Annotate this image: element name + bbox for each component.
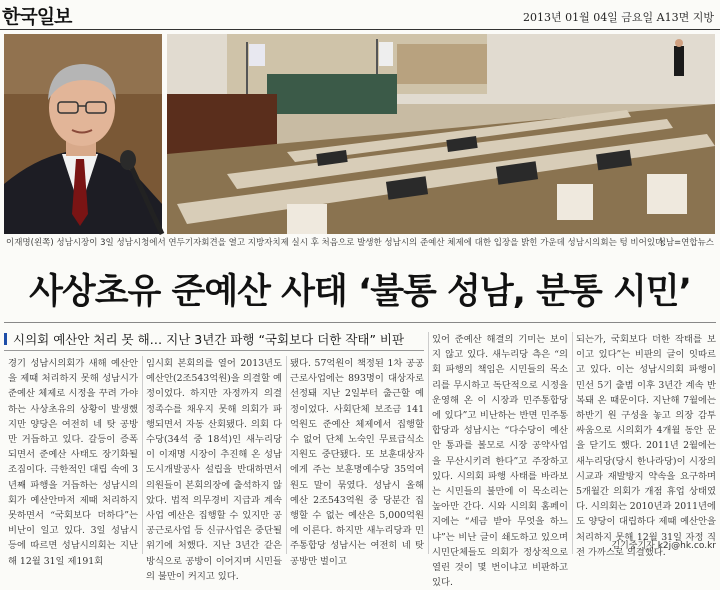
article-column: 되는가, 국회보다 더한 작태를 보이고 있다”는 비판의 글이 잇따르고 있다. 이는 성남시의회 파행이 민선 5기 출범 이후 3년간 계속 반복돼 온 때문이다. 지난해 7월에는 하반기 원 구성을 놓고 의장 감투 싸움으로 시의회가 4개월 동안 문을 닫기도 했다. 2011년 2월에는 새누리당(당시 한나라당)이 시장의 시교과 재발방지 약속을 요구하며 5개월간 의회가 개점 휴업 상태였다. 시의회는 2010년과 2011년에도 양당이 대립하다 제때 예산안을 처리하지 못해 12월 31일 자정 직전 가까스로 의결했다. xyxy=(576,334,716,558)
newspaper-logo: 한국일보 xyxy=(2,6,72,28)
photo-credit: 성남=연합뉴스 xyxy=(657,238,714,248)
headline-divider xyxy=(4,322,716,323)
article-column: 임시회 본회의를 열어 2013년도 예산안(2조543억원)을 의결할 예정이었다. 하지만 자정까지 의결 정족수를 채우지 못해 의회가 파행되면서 자동 산회됐다. 의회 다수당(34석 중 18석)인 새누리당이 이재명 시장이 추진해 온 성남도시개발공사 설립을 반대하면서 의원들이 본회의장에 출석하지 않았다. 법적 의무경비 지급과 계속 사업 예산은 집행할 수 있지만 공공근로사업 등 신규사업은 중단될 위기에 처했다. 지난 3년간 같은 방식으로 공방이 이어지며 시민들의 불만이 커지고 있다. xyxy=(146,358,282,582)
article-column: 됐다. 57억원이 책정된 1차 공공근로사업에는 893명이 대상자로 선정돼 지난 2일부터 출근할 예정이었다. 사회단체 보조금 141억원도 준예산 체제에서 집행할 수 없어 단체 노숙인 무료급식소 지원도 중단됐다. 또 보훈대상자에게 주는 보훈명예수당 35억여원도 말이 묶였다. 성남시 올해 예산 2조543억원 중 당분간 집행할 수 없는 예산은 5,000억원에 이른다. 하지만 새누리당과 민주통합당 성남시는 여전히 네 탓 공방만 벌이고 xyxy=(290,358,424,567)
masthead xyxy=(0,0,720,30)
mayor-portrait-photo xyxy=(4,34,162,234)
photo-caption xyxy=(6,236,714,252)
caption-text: 이재명(왼쪽) 성남시장이 3일 성남시청에서 연두기자회견을 열고 지방자치제 실시 후 처음으로 발생한 성남시의 준예산 체제에 대한 입장을 밝힌 가운데 성남시의회는 텅 비어있다. xyxy=(6,238,666,248)
subhead-text: 시의회 예산안 처리 못 해… 지난 3년간 파행 “국회보다 더한 작태” 비판 xyxy=(13,332,405,347)
subhead-divider xyxy=(4,350,424,351)
dateline: 2013년 01월 04일 금요일 A13면 지방 xyxy=(522,11,714,24)
column-divider xyxy=(572,332,573,554)
subhead-accent-bar xyxy=(4,333,7,345)
article-column: 경기 성남시의회가 새해 예산안을 제때 처리하지 못해 성남시가 준예산 체제로 시정을 꾸려 가야 하는 사상초유의 상황이 발생했지만 양당은 여전히 네 탓 공방만 거듭하고 있다. 갈등이 증폭되면서 준예산 사태도 장기화될 조짐이다. 극한적인 대립 속에 3년째 파행을 거듭하는 성남시의회가 예산안마저 제때 처리하지 못하면서 “국회보다 더하다”는 비난이 일고 있다. 3일 성남시 등에 따르면 성남시의회는 지난해 12월 31일 제191회 xyxy=(8,358,138,567)
subheadline xyxy=(4,330,424,348)
empty-council-chamber-photo xyxy=(167,34,715,234)
headline: 사상초유 준예산 사태 ‘불통 성남, 분통 시민’ xyxy=(29,272,691,312)
column-divider xyxy=(286,356,287,554)
byline: 김기중기자 k2j@hk.co.kr xyxy=(611,541,716,551)
column-divider xyxy=(142,356,143,554)
article-column: 있어 준예산 해결의 기미는 보이지 않고 있다. 새누리당 측은 “의회 파행의 책임은 시민들의 목소리를 무시하고 독단적으로 시정을 운영해 온 이 시장과 민주통합당에 있다”고 비난하는 반면 민주통합당과 성남시는 “다수당이 예산안 통과를 볼모로 시장 공약사업을 무산시키려 한다”고 주장하고 있다. 시의회 파행 사태를 바라보는 시민들의 불만에 이 목소리는 높아만 간다. 시와 시의회 홈페이지에는 “세금 받아 무엇을 하느냐”는 비난 글이 쇄도하고 있으며 시민단체들도 의회가 정상적으로 열린 것이 몇 번이냐고 비판하고 있다. xyxy=(432,334,568,589)
column-divider xyxy=(428,332,429,554)
